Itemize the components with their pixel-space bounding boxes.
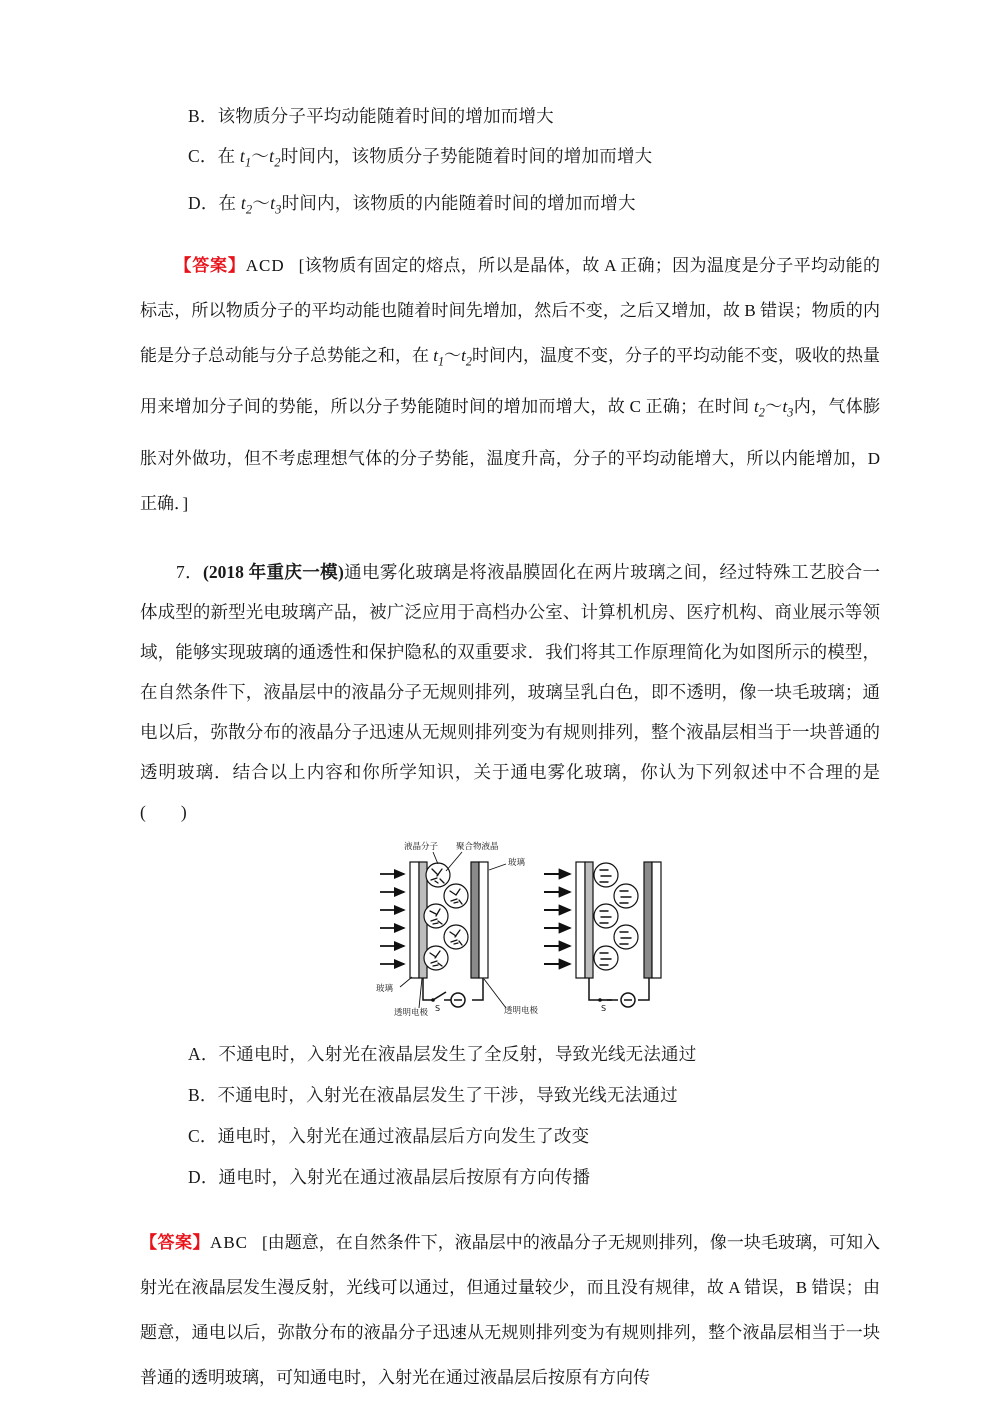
option-dot: ． [199, 1084, 218, 1105]
range-separator: ～ [251, 146, 270, 166]
option-dot: ． [200, 1043, 219, 1064]
label-transparent-electrode-left: 透明电极 [394, 1007, 429, 1018]
option-text: 通电时，入射光在通过液晶层后按原有方向传播 [218, 1166, 591, 1187]
answer-value: ABC [210, 1232, 249, 1252]
variable-t2: $t_2$ [240, 192, 253, 216]
question7-stem [140, 552, 880, 832]
circuit-right [589, 978, 649, 1000]
answer-block-6 [140, 243, 880, 526]
option-B [188, 96, 880, 136]
page-content [140, 96, 880, 1400]
option-B [188, 1075, 880, 1116]
glass-plate-left [410, 862, 419, 978]
variable-t2: $t_2$ [461, 346, 472, 369]
label-liquid-crystal-molecule: 液晶分子 [404, 841, 439, 852]
variable-t2: $t_2$ [269, 146, 281, 170]
transparent-electrode-right-bar [471, 862, 479, 978]
option-text: 该物质分子平均动能随着时间的增加而增大 [217, 106, 554, 126]
option-dot: ． [199, 1125, 218, 1146]
option-dot: ． [199, 146, 218, 166]
option-prefix: 在 [217, 146, 240, 166]
glass-plate-right [652, 862, 661, 978]
variable-t3: $t_3$ [782, 397, 794, 420]
switch-label-right: S [601, 1003, 607, 1013]
label-polymer-liquid-crystal: 聚合物液晶 [456, 841, 499, 852]
answer-label: 【答案】 [140, 1232, 211, 1252]
panel-unpowered [380, 852, 506, 1013]
option-text: 通电时，入射光在通过液晶层后方向发生了改变 [217, 1125, 590, 1146]
variable-t3: $t_3$ [270, 192, 282, 216]
transparent-electrode-left-bar [585, 862, 593, 978]
option-D [188, 183, 880, 230]
option-C [188, 136, 880, 183]
option-dot: ． [200, 192, 219, 213]
answer-block-7 [140, 1220, 880, 1400]
option-text: 不通电时，入射光在液晶层发生了干涉，导致光线无法通过 [217, 1084, 678, 1105]
option-letter: D [188, 192, 201, 213]
range-separator: ～ [764, 397, 783, 417]
option-A [188, 1034, 880, 1075]
switch-label-left: S [435, 1003, 441, 1013]
incident-light-arrows-right [544, 874, 570, 964]
answer-label: 【答案】 [174, 256, 246, 275]
option-letter: B [188, 1084, 200, 1105]
answer-value: ACD [245, 256, 285, 275]
figure-wrapper [140, 838, 880, 1028]
question-stem-text: 通电雾化玻璃是将液晶膜固化在两片玻璃之间，经过特殊工艺胶合一体成型的新型光电玻璃产品，被广泛应用于高档办公室、计算机机房、医疗机构、商业展示等领域，能够实现玻璃的通透性和保护隐私的双重要求．我们将其工作原理简化为如图所示的模型，在自然条件下，液晶层中的液晶分子无规则排列，玻璃呈乳白色，即不透明，像一块毛玻璃；通电以后，弥散分布的液晶分子迅速从无规则排列变为有规则排列，整个液晶层相当于一块普通的透明玻璃．结合以上内容和你所学知识，关于通电雾化玻璃，你认为下列叙述中不合理的是( ) [140, 561, 881, 822]
range-separator: ～ [444, 346, 462, 365]
label-glass-right: 玻璃 [508, 857, 526, 868]
switch-lever-left [433, 992, 446, 1000]
incident-light-arrows-left [380, 874, 404, 964]
transparent-electrode-right-bar [644, 862, 652, 978]
variable-t1: $t_1$ [433, 346, 445, 369]
option-dot: ． [199, 106, 218, 126]
option-D [188, 1157, 880, 1198]
question7-options [140, 1034, 880, 1198]
question6-options [140, 96, 880, 229]
option-letter: C [188, 1125, 200, 1146]
panel-powered [544, 862, 661, 1013]
option-letter: D [188, 1166, 201, 1187]
answer-explanation-part3: 内，气体膨胀对外做功，但不考虑理想气体的分子势能，温度升高，分子的平均动能增大，所以内能增加，D 正确．] [140, 397, 881, 513]
option-prefix: 在 [218, 192, 241, 213]
option-letter: B [188, 106, 200, 126]
answer-explanation-part2: 时间内，温度不变，分子的平均动能不变，吸收的热量用来增加分子间的势能，所以分子势能随时间的增加而增大，故 C 正确；在时间 [140, 346, 881, 417]
answer-explanation-part1: [该物质有固定的熔点，所以是晶体，故 A 正确；因为温度是分子平均动能的标志，所以物质分子的平均动能也随着时间先增加，然后不变，之后又增加，故 B 错误；物质的内能是分子总动能与分子总势能之和，在 [140, 256, 881, 365]
diagram-svg [376, 838, 686, 1028]
variable-t2: $t_2$ [754, 397, 765, 420]
option-letter: A [188, 1043, 201, 1064]
answer-explanation: [由题意，在自然条件下，液晶层中的液晶分子无规则排列，像一块毛玻璃，可知入射光在液晶层发生漫反射，光线可以通过，但通过量较少，而且没有规律，故 A 错误，B 错误；由题意，通电以后，弥散分布的液晶分子迅速从无规则排列变为有规则排列，整个液晶层相当于一块普通的透明玻璃，可知通电时，入射光在通过液晶层后按原有方向传 [140, 1232, 880, 1387]
label-transparent-electrode-right: 透明电极 [504, 1005, 539, 1016]
question-number: 7． [176, 561, 203, 582]
option-suffix: 时间内，该物质分子势能随着时间的增加而增大 [280, 146, 653, 166]
option-text: 不通电时，入射光在液晶层发生了全反射，导致光线无法通过 [218, 1043, 697, 1064]
question-source: (2018 年重庆一模) [203, 561, 344, 582]
range-separator: ～ [252, 192, 271, 213]
option-dot: ． [200, 1166, 219, 1187]
glass-plate-right [479, 862, 488, 978]
label-glass-left: 玻璃 [376, 983, 394, 994]
variable-t1: $t_1$ [239, 146, 252, 170]
option-suffix: 时间内，该物质的内能随着时间的增加而增大 [281, 192, 636, 213]
option-C [188, 1116, 880, 1157]
glass-plate-left [576, 862, 585, 978]
liquid-crystal-glass-diagram [376, 838, 686, 1028]
option-letter: C [188, 146, 200, 166]
